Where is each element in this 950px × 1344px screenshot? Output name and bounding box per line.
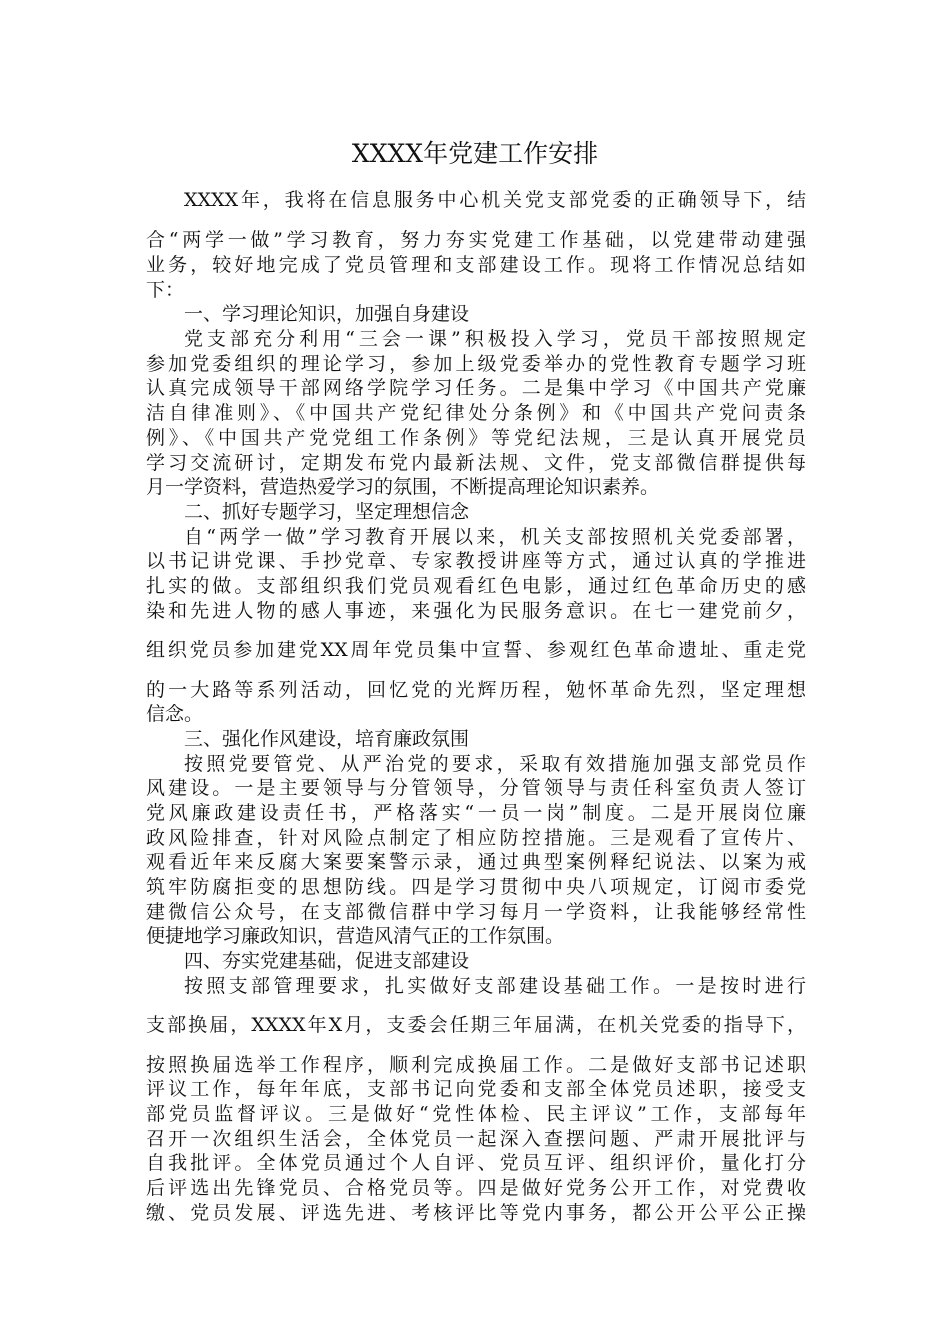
section-heading: 一、学习理论知识，加强自身建设 xyxy=(184,303,470,325)
paragraph-line: 缴、党员发展、评选先进、考核评比等党内事务，都公开公平公正操 xyxy=(146,1202,806,1224)
paragraph-line: 评议工作，每年年底，支部书记向党委和支部全体党员述职，接受支 xyxy=(146,1078,806,1100)
paragraph-line: XXXX年，我将在信息服务中心机关党支部党委的正确领导下，结 xyxy=(184,189,806,211)
paragraph-line: 政风险排查，针对风险点制定了相应防控措施。三是观看了宣传片、 xyxy=(146,827,806,849)
paragraph-line: 业务，较好地完成了党员管理和支部建设工作。现将工作情况总结如 xyxy=(146,254,806,276)
paragraph-line: 以书记讲党课、手抄党章、专家教授讲座等方式，通过认真的学推进 xyxy=(146,550,806,572)
document-title: XXXX年党建工作安排 xyxy=(351,139,599,168)
paragraph-line: 下： xyxy=(146,279,185,301)
paragraph-line: 党支部充分利用“三会一课”积极投入学习，党员干部按照规定 xyxy=(184,328,806,350)
paragraph-line: 后评选出先锋党员、合格党员等。四是做好党务公开工作，对党费收 xyxy=(146,1177,806,1199)
section-heading: 三、强化作风建设，培育廉政氛围 xyxy=(184,728,470,750)
paragraph-line: 观看近年来反腐大案要案警示录，通过典型案例释纪说法、以案为戒 xyxy=(146,851,806,873)
paragraph-line: 按照支部管理要求，扎实做好支部建设基础工作。一是按时进行 xyxy=(184,975,806,997)
paragraph-line: 按照党要管党、从严治党的要求，采取有效措施加强支部党员作 xyxy=(184,753,806,775)
paragraph-line: 认真完成领导干部网络学院学习任务。二是集中学习《中国共产党廉 xyxy=(146,377,806,399)
paragraph-line: 便捷地学习廉政知识，营造风清气正的工作氛围。 xyxy=(146,925,565,947)
paragraph-line: 自我批评。全体党员通过个人自评、党员互评、组织评价，量化打分 xyxy=(146,1152,806,1174)
paragraph-line: 支部换届，XXXX年X月，支委会任期三年届满，在机关党委的指导下， xyxy=(146,1014,806,1036)
paragraph-line: 的一大路等系列活动，回忆党的光辉历程，勉怀革命先烈，坚定理想 xyxy=(146,679,806,701)
paragraph-line: 月一学资料，营造热爱学习的氛围，不断提高理论知识素养。 xyxy=(146,476,660,498)
paragraph-line: 自“两学一做”学习教育开展以来，机关支部按照机关党委部署， xyxy=(184,526,806,548)
paragraph-line: 按照换届选举工作程序，顺利完成换届工作。二是做好支部书记述职 xyxy=(146,1054,806,1076)
paragraph-line: 筑牢防腐拒变的思想防线。四是学习贯彻中央八项规定，订阅市委党 xyxy=(146,876,806,898)
section-heading: 四、夯实党建基础，促进支部建设 xyxy=(184,950,470,972)
paragraph-line: 参加党委组织的理论学习，参加上级党委举办的党性教育专题学习班 xyxy=(146,353,806,375)
paragraph-line: 染和先进人物的感人事迹，来强化为民服务意识。在七一建党前夕， xyxy=(146,600,806,622)
paragraph-line: 召开一次组织生活会，全体党员一起深入查摆问题、严肃开展批评与 xyxy=(146,1128,806,1150)
paragraph-line: 学习交流研讨，定期发布党内最新法规、文件，党支部微信群提供每 xyxy=(146,452,806,474)
paragraph-line: 建微信公众号，在支部微信群中学习每月一学资料，让我能够经常性 xyxy=(146,901,806,923)
paragraph-line: 洁自律准则》、《中国共产党纪律处分条例》和《中国共产党问责条 xyxy=(146,402,806,424)
paragraph-line: 部党员监督评议。三是做好“党性体检、民主评议”工作，支部每年 xyxy=(146,1103,806,1125)
paragraph-line: 例》、《中国共产党党组工作条例》等党纪法规，三是认真开展党员 xyxy=(146,427,806,449)
paragraph-line: 风建设。一是主要领导与分管领导，分管领导与责任科室负责人签订 xyxy=(146,777,806,799)
paragraph-line: 党风廉政建设责任书，严格落实“一员一岗”制度。二是开展岗位廉 xyxy=(146,802,806,824)
paragraph-line: 组织党员参加建党XX周年党员集中宣誓、参观红色革命遗址、重走党 xyxy=(146,639,806,661)
paragraph-line: 信念。 xyxy=(146,703,204,725)
paragraph-line: 扎实的做。支部组织我们党员观看红色电影，通过红色革命历史的感 xyxy=(146,575,806,597)
section-heading: 二、抓好专题学习，坚定理想信念 xyxy=(184,501,470,523)
paragraph-line: 合“两学一做”学习教育，努力夯实党建工作基础，以党建带动建强 xyxy=(146,229,806,251)
